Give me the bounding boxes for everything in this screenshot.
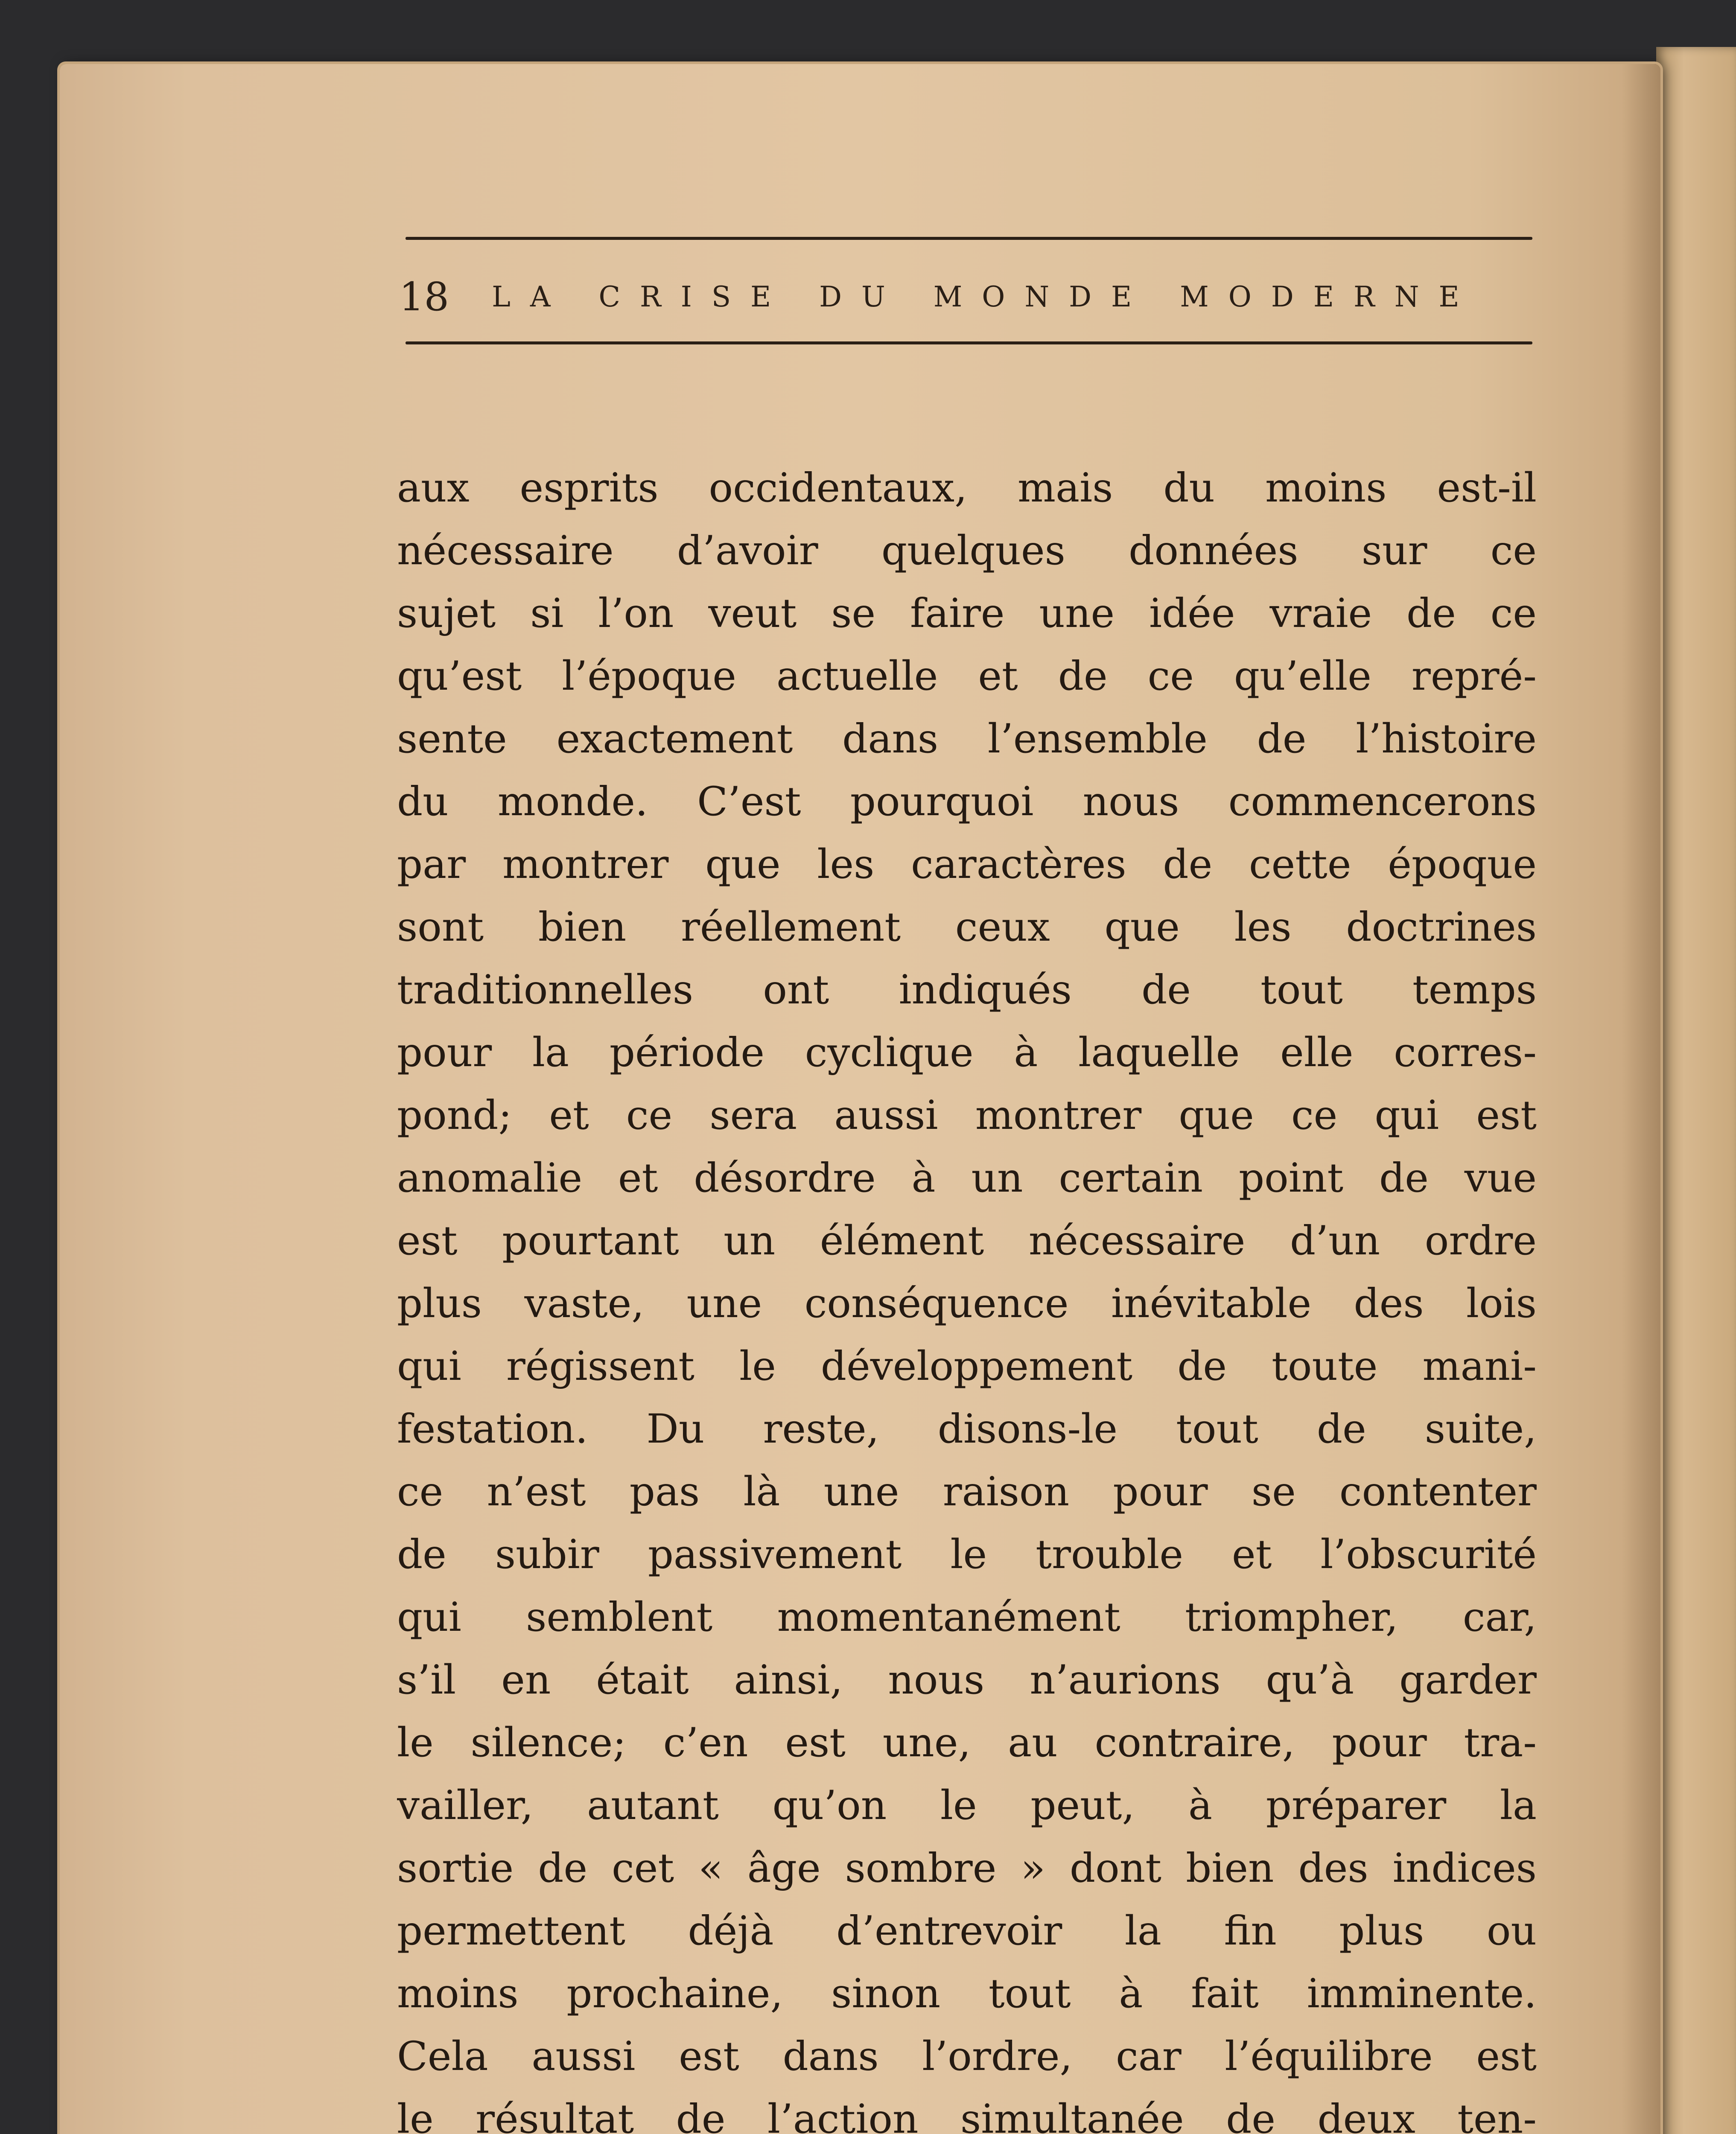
text-line: pond; et ce sera aussi montrer que ce qui est — [397, 1092, 1537, 1139]
text-line: ce n’est pas là une raison pour se contenter — [397, 1469, 1537, 1515]
header-bottom-rule — [406, 341, 1532, 344]
text-line: pour la période cyclique à laquelle elle corres- — [397, 1029, 1537, 1076]
text-line: festation. Du reste, disons-le tout de suite, — [397, 1406, 1537, 1452]
text-line: sente exactement dans l’ensemble de l’histoire — [397, 716, 1537, 762]
text-line: de subir passivement le trouble et l’obscurité — [397, 1531, 1537, 1578]
text-line: sortie de cet « âge sombre » dont bien des indices — [397, 1845, 1537, 1892]
text-line: nécessaire d’avoir quelques données sur ce — [397, 528, 1537, 574]
text-line: qu’est l’époque actuelle et de ce qu’elle repré- — [397, 653, 1537, 700]
text-line: le résultat de l’action simultanée de deux ten- — [397, 2096, 1537, 2134]
text-line: moins prochaine, sinon tout à fait imminente. — [397, 1971, 1537, 2017]
text-line: aux esprits occidentaux, mais du moins est-il — [397, 465, 1537, 511]
text-line: du monde. C’est pourquoi nous commencerons — [397, 778, 1537, 825]
text-line: plus vaste, une conséquence inévitable des lois — [397, 1280, 1537, 1327]
text-line: est pourtant un élément nécessaire d’un ordre — [397, 1218, 1537, 1264]
text-line: permettent déjà d’entrevoir la fin plus ou — [397, 1908, 1537, 1954]
text-line: qui semblent momentanément triompher, car, — [397, 1594, 1537, 1641]
text-line: sont bien réellement ceux que les doctrines — [397, 904, 1537, 950]
text-line: traditionnelles ont indiqués de tout temps — [397, 967, 1537, 1013]
text-line: s’il en était ainsi, nous n’aurions qu’à garder — [397, 1657, 1537, 1703]
running-header — [399, 267, 1535, 327]
text-line: vailler, autant qu’on le peut, à préparer la — [397, 1782, 1537, 1829]
text-line: le silence; c’en est une, au contraire, pour tra- — [397, 1720, 1537, 1766]
body-text — [397, 457, 1537, 2134]
text-line: sujet si l’on veut se faire une idée vraie de ce — [397, 590, 1537, 637]
page-number: 18 — [399, 274, 449, 320]
text-line: qui régissent le développement de toute mani- — [397, 1343, 1537, 1390]
header-top-rule — [406, 237, 1532, 240]
adjacent-page-edge — [1656, 47, 1736, 2134]
running-title: LA CRISE DU MONDE MODERNE — [492, 280, 1479, 313]
text-line: Cela aussi est dans l’ordre, car l’équilibre est — [397, 2033, 1537, 2080]
text-line: par montrer que les caractères de cette époque — [397, 841, 1537, 888]
text-line: anomalie et désordre à un certain point de vue — [397, 1155, 1537, 1201]
